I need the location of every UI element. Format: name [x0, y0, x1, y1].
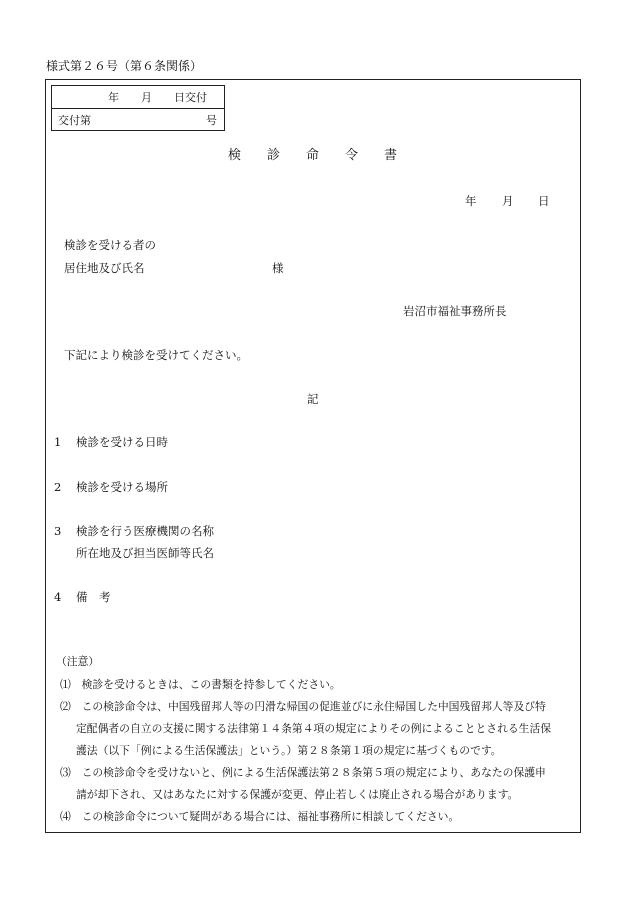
item-3-subtext: 所在地及び担当医師等氏名 — [76, 546, 214, 560]
issue-number-prefix: 交付第 — [58, 114, 91, 127]
date-year: 年 — [465, 194, 477, 208]
issue-box-divider — [52, 108, 224, 109]
issue-number-suffix: 号 — [206, 114, 217, 127]
item-4-text: 備 考 — [76, 590, 111, 604]
ki-heading: 記 — [307, 392, 319, 406]
item-2-text: 検診を受ける場所 — [76, 480, 168, 494]
title-char-3: 命 — [306, 148, 320, 163]
item-4-number: 4 — [54, 590, 62, 604]
item-1-text: 検診を受ける日時 — [76, 435, 168, 449]
item-1-number: 1 — [54, 435, 62, 449]
issue-info-box — [51, 85, 225, 131]
note-line: 護法（以下「例による生活保護法」という。）第２８条第１項の規定に基づくものです。 — [76, 744, 502, 757]
note-line: ⑷ この検診命令について疑問がある場合には、福祉事務所に相談してください。 — [60, 810, 460, 823]
issuer-name: 岩沼市福祉事務所長 — [403, 304, 507, 318]
document-frame — [45, 79, 581, 833]
title-char-2: 診 — [267, 148, 281, 163]
title-char-1: 検 — [228, 148, 242, 163]
note-line: 定配偶者の自立の支援に関する法律第１４条第４項の規定によりその例によることとされる生活保 — [76, 722, 552, 735]
note-line: ⑴ 検診を受けるときは、この書類を持参してください。 — [60, 678, 341, 691]
title-char-5: 書 — [384, 148, 398, 163]
note-line: ⑶ この検診命令を受けないと、例による生活保護法第２８条第５項の規定により、あなたの保護申 — [60, 766, 546, 779]
notes-heading: （注意） — [56, 655, 100, 668]
date-month: 月 — [502, 194, 514, 208]
item-3-text: 検診を行う医療機関の名称 — [76, 524, 214, 538]
title-char-4: 令 — [345, 148, 359, 163]
form-number: 様式第２６号（第６条関係） — [46, 59, 203, 73]
recipient-honorific: 様 — [272, 261, 284, 275]
recipient-label-line1: 検診を受ける者の — [64, 238, 156, 252]
intro-text: 下記により検診を受けてください。 — [64, 348, 248, 362]
item-2-number: 2 — [54, 480, 62, 494]
item-3-number: 3 — [54, 524, 62, 538]
note-line: ⑵ この検診命令は、中国残留邦人等の円滑な帰国の促進並びに永住帰国した中国残留邦人等及び特 — [60, 700, 546, 713]
note-line: 請が却下され、又はあなたに対する保護が変更、停止若しくは廃止される場合があります。 — [76, 788, 519, 801]
date-day: 日 — [538, 194, 550, 208]
issue-date-label: 年 月 日交付 — [108, 91, 207, 104]
recipient-label-line2: 居住地及び氏名 — [64, 261, 145, 275]
